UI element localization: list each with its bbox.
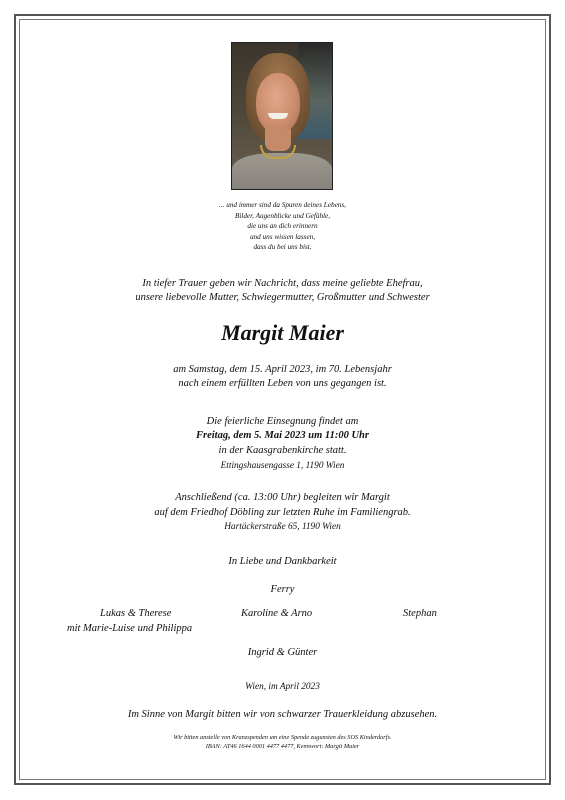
- memorial-poem: [0, 200, 565, 253]
- ceremony-intro: Die feierliche Einsegnung findet am: [206, 416, 359, 427]
- place-date: Wien, im April 2023: [245, 682, 320, 692]
- deceased-name: Margit Maier: [221, 320, 344, 345]
- poem-line: die uns an dich erinnern: [247, 222, 318, 230]
- death-info-line-1: am Samstag, dem 15. April 2023, im 70. Lebensjahr: [173, 364, 392, 375]
- ceremony-address: Ettingshausengasse 1, 1190 Wien: [220, 461, 345, 471]
- mourner-spouse: Ferry: [270, 584, 295, 595]
- mourner-siblings: Ingrid & Günter: [247, 647, 318, 658]
- mourner-grandchildren: mit Marie-Luise und Philippa: [67, 623, 193, 634]
- dress-request: Im Sinne von Margit bitten wir von schwarzer Trauerkleidung abzusehen.: [127, 709, 438, 720]
- closing-line: In Liebe und Dankbarkeit: [228, 556, 337, 567]
- donation-line-1: Wir bitten anstelle von Kranzspenden um eine Spende zugunsten des SOS Kinderdorfs.: [173, 734, 392, 741]
- ceremony-place: in der Kaasgrabenkirche statt.: [218, 445, 347, 456]
- poem-line: und uns wissen lassen,: [249, 232, 316, 241]
- mourner-child-3: Stephan: [403, 608, 437, 619]
- poem-line: ... und immer sind da Spuren deines Lebens,: [219, 201, 346, 209]
- donation-line-2: IBAN: AT46 1644 0001 4477 4477, Kennwort: Margit Maier: [205, 743, 360, 750]
- burial-line-1: Anschließend (ca. 13:00 Uhr) begleiten wir Margit: [175, 492, 390, 503]
- poem-line: Bilder, Augenblicke und Gefühle,: [234, 211, 331, 220]
- intro-line-1: In tiefer Trauer geben wir Nachricht, dass meine geliebte Ehefrau,: [142, 278, 423, 289]
- portrait-photo: [232, 43, 332, 189]
- ceremony-datetime: Freitag, dem 5. Mai 2023 um 11:00 Uhr: [196, 430, 369, 441]
- burial-line-2: auf dem Friedhof Döbling zur letzten Ruhe im Familiengrab.: [154, 507, 411, 518]
- burial-address: Hartäckerstraße 65, 1190 Wien: [224, 522, 341, 532]
- poem-line: dass du bei uns bist.: [253, 243, 312, 251]
- death-info-line-2: nach einem erfüllten Leben von uns gegangen ist.: [178, 378, 387, 389]
- intro-line-2: unsere liebevolle Mutter, Schwiegermutter, Großmutter und Schwester: [135, 292, 430, 303]
- mourner-child-2: Karoline & Arno: [241, 608, 313, 619]
- mourner-child-1: Lukas & Therese: [100, 608, 172, 619]
